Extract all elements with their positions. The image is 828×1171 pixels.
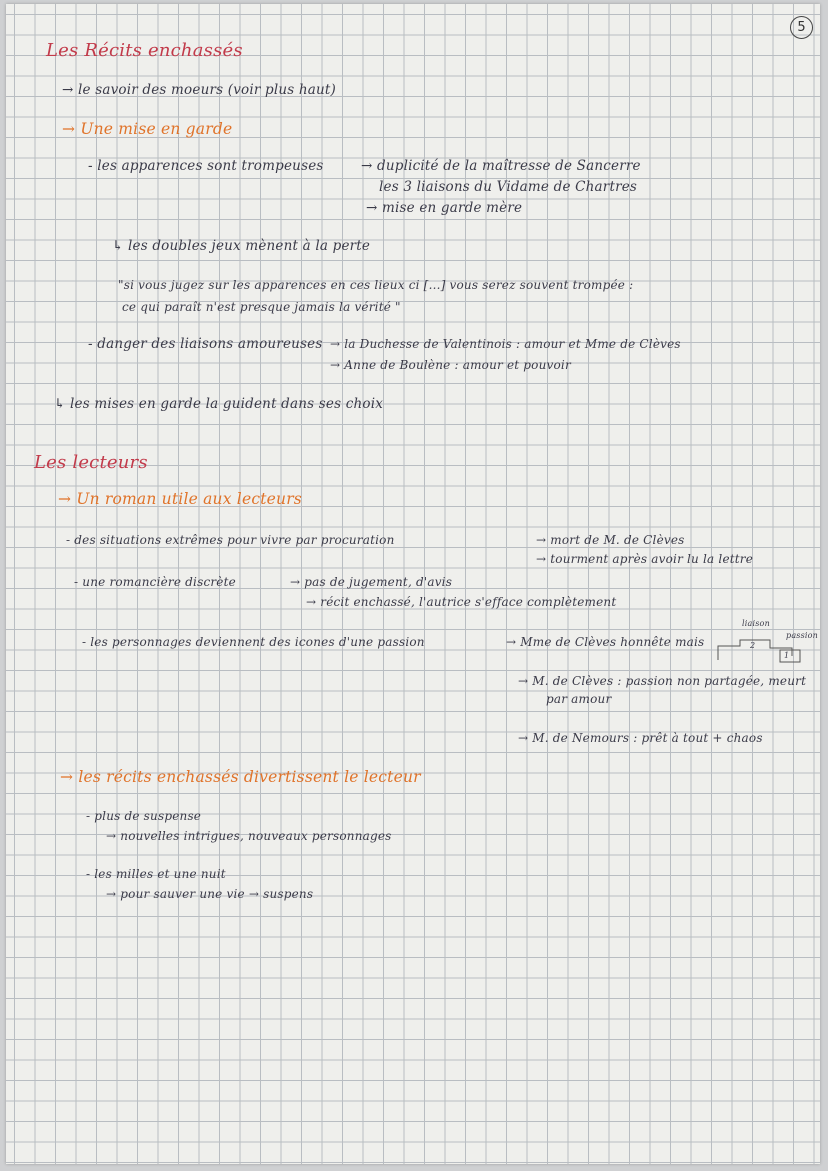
situations-point-1: → mort de M. de Clèves <box>536 533 685 547</box>
section1-conclusion: ↳ les mises en garde la guident dans ses choix <box>54 396 384 412</box>
double-games-note: ↳ les doubles jeux mènent à la perte <box>112 238 371 254</box>
page-number: 5 <box>790 16 813 39</box>
situations-point-2: → tourment après avoir lu la lettre <box>536 552 754 566</box>
characters-label: - les personnages deviennent des icones d'une passion <box>82 635 425 649</box>
subheading-recits-divertissent: → les récits enchassés divertissent le lecteur <box>60 768 421 786</box>
appearances-point-1: → duplicité de la maîtresse de Sancerre <box>361 158 641 174</box>
subheading-mise-en-garde: → Une mise en garde <box>62 120 233 138</box>
section-title-recits: Les Récits enchassés <box>46 40 243 61</box>
diagram-value-top: 2 <box>750 641 756 650</box>
quote-line-1: "si vous jugez sur les apparences en ces lieux ci [...] vous serez souvent trompée : <box>118 278 634 292</box>
suspense-point: → nouvelles intrigues, nouveaux personnages <box>106 829 392 843</box>
appearances-label: - les apparences sont trompeuses <box>88 158 324 174</box>
characters-point-2b: par amour <box>546 692 612 706</box>
nights-point: → pour sauver une vie → suspens <box>106 887 314 901</box>
dangers-point-1: → la Duchesse de Valentinois : amour et Mme de Clèves <box>330 337 681 351</box>
section-title-lecteurs: Les lecteurs <box>34 452 148 473</box>
dangers-point-2: → Anne de Boulène : amour et pouvoir <box>330 358 571 372</box>
nights-label: - les milles et une nuit <box>86 867 226 881</box>
novelist-point-1: → pas de jugement, d'avis <box>290 575 453 589</box>
novelist-label: - une romancière discrète <box>74 575 236 589</box>
appearances-point-3: → mise en garde mère <box>366 200 523 216</box>
suspense-label: - plus de suspense <box>86 809 202 823</box>
dangers-label: - danger des liaisons amoureuses <box>88 336 323 352</box>
subheading-roman-utile: → Un roman utile aux lecteurs <box>58 490 302 508</box>
characters-point-2: → M. de Clèves : passion non partagée, meurt <box>518 674 807 688</box>
point-savoir-moeurs: → le savoir des moeurs (voir plus haut) <box>62 82 337 98</box>
diagram-value-bottom: 1 <box>784 651 790 660</box>
diagram-side-label: passion <box>786 631 819 640</box>
novelist-point-2: → récit enchassé, l'autrice s'efface complètement <box>306 595 617 609</box>
situations-label: - des situations extrêmes pour vivre par procuration <box>66 533 395 547</box>
quote-line-2: ce qui paraît n'est presque jamais la vérité " <box>122 300 401 314</box>
notebook-page <box>6 4 820 1164</box>
characters-point-3: → M. de Nemours : prêt à tout + chaos <box>518 731 763 745</box>
appearances-point-2: les 3 liaisons du Vidame de Chartres <box>379 179 638 195</box>
diagram-top-label: liaison <box>742 619 770 628</box>
characters-point-1: → Mme de Clèves honnête mais <box>506 635 705 649</box>
